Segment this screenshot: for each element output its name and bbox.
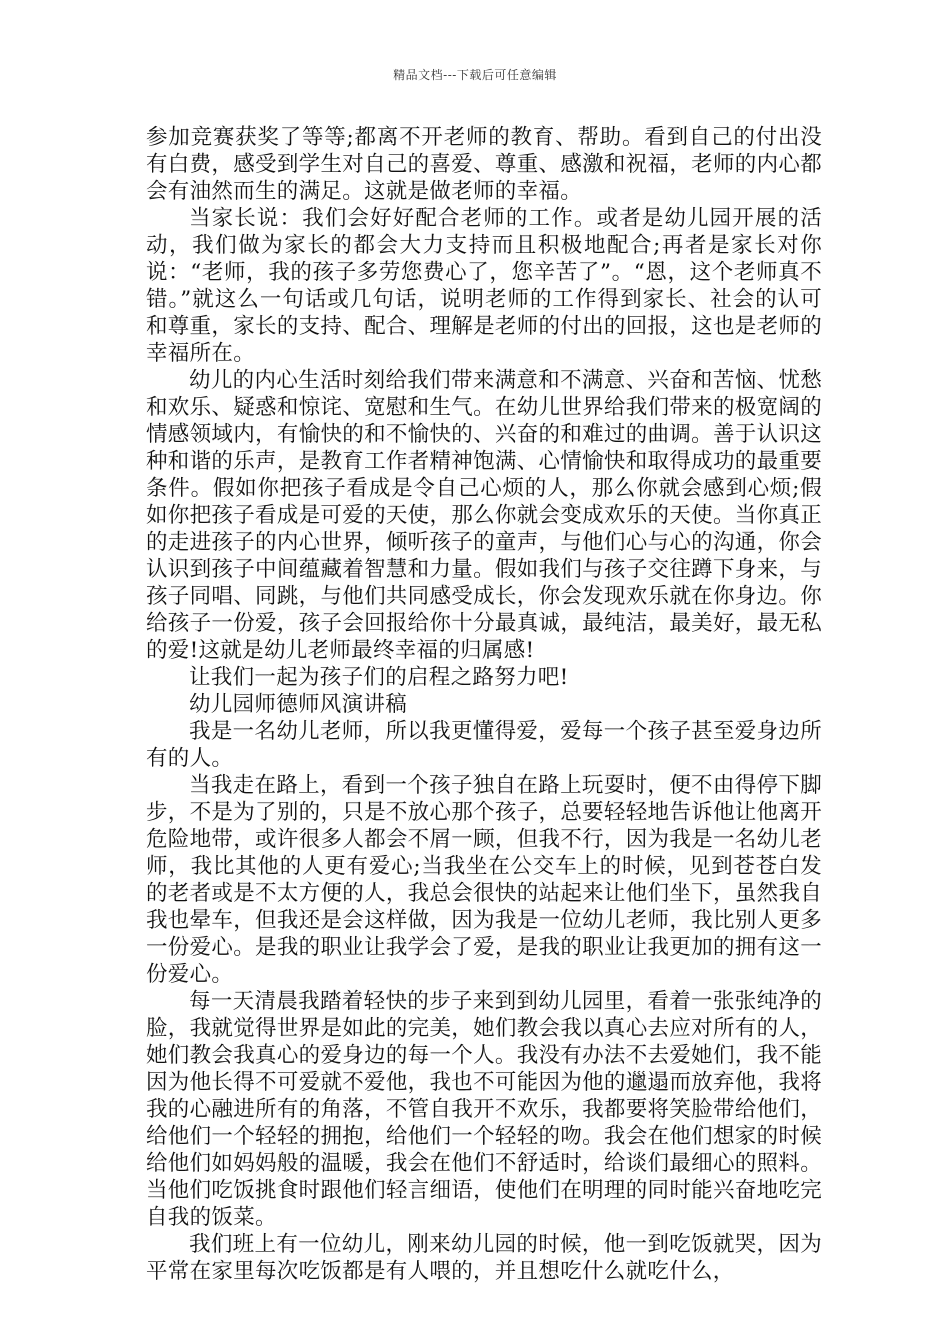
paragraph: 我们班上有一位幼儿，刚来幼儿园的时候，他一到吃饭就哭，因为平常在家里每次吃饭都是有人喂的，并且想吃什么就吃什么， <box>146 1232 822 1284</box>
paragraph: 幼儿的内心生活时刻给我们带来满意和不满意、兴奋和苦恼、忧愁和欢乐、疑惑和惊诧、宽慰和生气。在幼儿世界给我们带来的极宽阔的情感领域内，有愉快的和不愉快的、兴奋的和难过的曲调。善于认识这种和谐的乐声，是教育工作者精神饱满、心情愉快和取得成功的最重要条件。假如你把孩子看成是令自己心烦的人，那么你就会感到心烦;假如你把孩子看成是可爱的天使，那么你就会变成欢乐的天使。当你真正的走进孩子的内心世界，倾听孩子的童声，与他们心与心的沟通，你会认识到孩子中间蕴藏着智慧和力量。假如我们与孩子交往蹲下身来，与孩子同唱、同跳，与他们共同感受成长，你会发现欢乐就在你身边。你给孩子一份爱，孩子会回报给你十分最真诚，最纯洁，最美好，最无私的爱!这就是幼儿老师最终幸福的归属感! <box>146 368 822 663</box>
speech-title: 幼儿园师德师风演讲稿 <box>189 692 408 717</box>
document-body <box>146 124 822 1285</box>
paragraph: 参加竞赛获奖了等等;都离不开老师的教育、帮助。看到自己的付出没有白费，感受到学生对自己的喜爱、尊重、感激和祝福，老师的内心都会有油然而生的满足。这就是做老师的幸福。 <box>146 125 822 204</box>
paragraph: 让我们一起为孩子们的启程之路努力吧! <box>189 665 569 690</box>
paragraph: 当家长说：我们会好好配合老师的工作。或者是幼儿园开展的活动，我们做为家长的都会大力支持而且积极地配合;再者是家长对你说：“老师，我的孩子多劳您费心了，您辛苦了”。“恩，这个老师真不错。”就这么一句话或几句话，说明老师的工作得到家长、社会的认可和尊重，家长的支持、配合、理解是老师的付出的回报，这也是老师的幸福所在。 <box>146 206 822 366</box>
paragraph: 我是一名幼儿老师，所以我更懂得爱，爱每一个孩子甚至爱身边所有的人。 <box>146 719 822 771</box>
page-header: 精品文档---下载后可任意编辑 <box>393 68 557 82</box>
paragraph: 当我走在路上，看到一个孩子独自在路上玩耍时，便不由得停下脚步，不是为了别的，只是不放心那个孩子，总要轻轻地告诉他让他离开危险地带，或许很多人都会不屑一顾，但我不行，因为我是一名幼儿老师，我比其他的人更有爱心;当我坐在公交车上的时候，见到苍苍白发的老者或是不太方便的人，我总会很快的站起来让他们坐下，虽然我自我也晕车，但我还是会这样做，因为我是一位幼儿老师，我比别人更多一份爱心。是我的职业让我学会了爱，是我的职业让我更加的拥有这一份爱心。 <box>146 773 822 987</box>
paragraph: 每一天清晨我踏着轻快的步子来到到幼儿园里，看着一张张纯净的脸，我就觉得世界是如此的完美，她们教会我以真心去应对所有的人，她们教会我真心的爱身边的每一个人。我没有办法不去爱她们，我不能因为他长得不可爱就不爱他，我也不可能因为他的邋遢而放弃他，我将我的心融进所有的角落，不管自我开不欢乐，我都要将笑脸带给他们，给他们一个轻轻的拥抱，给他们一个轻轻的吻。我会在他们想家的时候给他们如妈妈般的温暖，我会在他们不舒适时，给谈们最细心的照料。当他们吃饭挑食时跟他们轻言细语，使他们在明理的同时能兴奋地吃完自我的饭菜。 <box>146 989 822 1230</box>
